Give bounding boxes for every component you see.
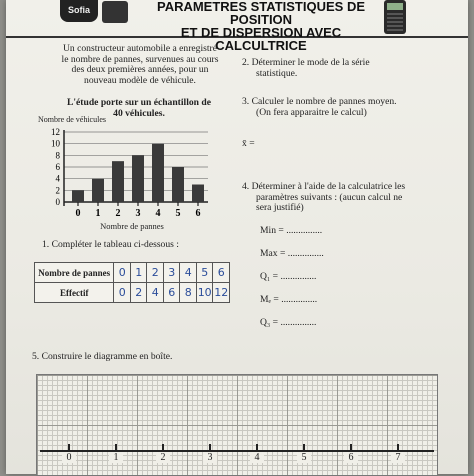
intro-line-4: nouveau modèle de véhicule. <box>84 74 196 86</box>
cell-effectif[interactable]: 2 <box>130 283 147 303</box>
chart-xlabel: Nombre de pannes <box>100 221 164 231</box>
intro-line-3: des deux premières années, pour un <box>71 64 209 75</box>
q1-field[interactable]: Q₁ = ............... <box>260 271 317 282</box>
bar <box>112 161 124 202</box>
axis-label: 7 <box>391 452 405 463</box>
y-tick-label: 2 <box>55 185 60 196</box>
mean-label: x̄ = <box>242 138 255 149</box>
max-field[interactable]: Max = ............... <box>260 248 324 259</box>
bar <box>132 155 144 202</box>
axis-label: 0 <box>62 452 76 463</box>
bar <box>72 190 84 202</box>
cell-panne[interactable]: 1 <box>130 263 147 283</box>
axis-label: 3 <box>203 452 217 463</box>
x-tick-label: 6 <box>195 208 201 219</box>
question-5: 5. Construire le diagramme en boîte. <box>32 351 173 362</box>
q4-line-1: 4. Déterminer à l'aide de la calculatrice les <box>242 181 406 192</box>
axis-label: 6 <box>344 452 358 463</box>
cell-effectif[interactable]: 10 <box>196 283 213 303</box>
title-line-1: PARAMETRES STATISTIQUES DE POSITION <box>156 0 365 27</box>
question-2 <box>242 58 442 79</box>
cell-effectif[interactable]: 6 <box>163 283 180 303</box>
q4-line-2: paramètres suivants : (aucun calcul ne <box>256 191 403 203</box>
q3-line-1: 3. Calculer le nombre de pannes moyen. <box>242 96 397 107</box>
q4-line-3: sera justifié) <box>256 202 304 213</box>
study-line-1: L'étude porte sur un échantillon de <box>66 97 211 108</box>
title-line-2: ET DE DISPERSION AVEC CALCULTRICE <box>180 25 342 53</box>
axis-label: 4 <box>250 452 264 463</box>
row-header-pannes: Nombre de pannes <box>35 263 114 283</box>
cell-panne[interactable]: 2 <box>147 263 164 283</box>
intro-text <box>50 44 230 86</box>
cell-effectif[interactable]: 4 <box>147 283 164 303</box>
axis-label: 5 <box>297 452 311 463</box>
cell-effectif[interactable]: 0 <box>114 283 131 303</box>
bar <box>172 167 184 202</box>
y-tick-label: 0 <box>55 197 60 207</box>
school-logo: Sofia <box>60 0 98 22</box>
y-tick-label: 6 <box>55 162 60 172</box>
q3-line-2: (On fera apparaitre le calcul) <box>256 106 367 118</box>
frequency-table <box>34 262 230 303</box>
y-tick-label: 12 <box>51 127 60 137</box>
intro-line-2: le nombre de pannes, survenues au cours <box>61 53 219 65</box>
x-tick-label: 4 <box>155 208 161 219</box>
worksheet-page <box>6 0 468 474</box>
bar <box>92 179 104 202</box>
graph-paper[interactable] <box>36 374 438 476</box>
min-field[interactable]: Min = ............... <box>260 225 323 236</box>
bar-chart-svg <box>36 120 216 230</box>
intro-line-1: Un constructeur automobile a enregistré <box>63 43 217 54</box>
study-line-2: 40 véhicules. <box>113 107 165 119</box>
table-row-pannes <box>35 263 230 283</box>
q2-line-2: statistique. <box>256 67 298 79</box>
cell-effectif[interactable]: 12 <box>213 283 230 303</box>
cell-panne[interactable]: 5 <box>196 263 213 283</box>
cell-effectif[interactable]: 8 <box>180 283 197 303</box>
table-row-effectif <box>35 283 230 303</box>
y-tick-label: 10 <box>51 138 60 149</box>
question-4 <box>242 182 462 214</box>
median-field[interactable]: Mₑ = ............... <box>260 294 318 305</box>
y-tick-label: 8 <box>55 150 60 161</box>
boxplot-axis <box>40 450 434 452</box>
y-tick-label: 4 <box>55 173 60 184</box>
q3-field[interactable]: Q₃ = ............... <box>260 317 317 328</box>
calculator-icon <box>384 0 406 34</box>
x-tick-label: 3 <box>135 208 141 219</box>
cell-panne[interactable]: 4 <box>180 263 197 283</box>
axis-label: 2 <box>156 452 170 463</box>
x-tick-label: 1 <box>95 208 101 219</box>
bar-chart <box>36 120 216 230</box>
row-header-effectif: Effectif <box>35 283 114 303</box>
q2-line-1: 2. Déterminer le mode de la série <box>242 57 370 68</box>
cell-panne[interactable]: 3 <box>163 263 180 283</box>
book-icon <box>102 1 128 23</box>
x-tick-label: 0 <box>75 208 81 219</box>
x-tick-label: 2 <box>115 208 121 219</box>
x-tick-label: 5 <box>175 208 181 219</box>
question-1: 1. Compléter le tableau ci-dessous : <box>42 239 179 250</box>
cell-panne[interactable]: 0 <box>114 263 131 283</box>
question-3 <box>242 97 452 118</box>
chart-ylabel: Nombre de véhicules <box>38 115 106 124</box>
bar <box>152 144 164 202</box>
bar <box>192 185 204 203</box>
axis-label: 1 <box>109 452 123 463</box>
cell-panne[interactable]: 6 <box>213 263 230 283</box>
